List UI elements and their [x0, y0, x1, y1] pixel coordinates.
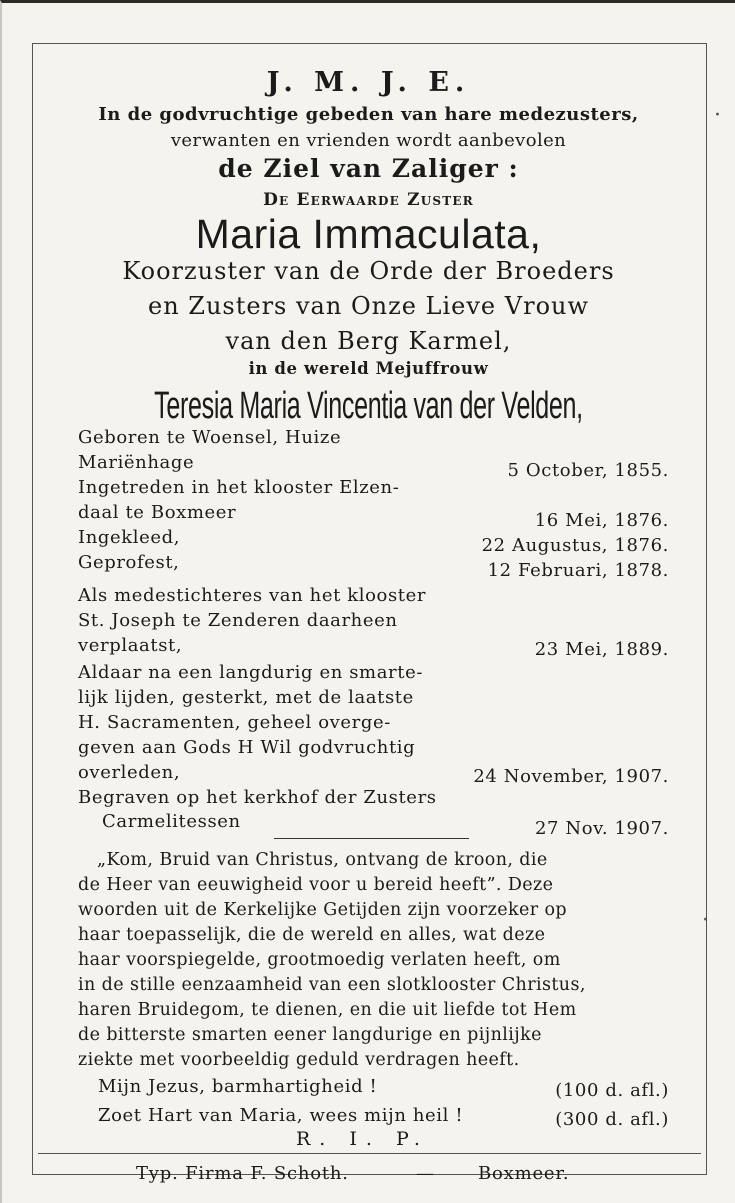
- rip: R. I. P.: [296, 1128, 429, 1150]
- order-line-2: en Zusters van Onze Lieve Vrouw: [147, 292, 590, 320]
- bio-line: verplaatst,: [78, 635, 183, 656]
- prayer-1-indulgence: (100 d. afl.): [555, 1080, 669, 1101]
- birth-name: Teresia Maria Vincentia van der Velden,: [154, 385, 583, 427]
- quote-line: de bitterste smarten eener langdurige en pijnlijke: [78, 1025, 542, 1045]
- quote-line: haar voorspiegelde, grootmoedig verlaten heeft, om: [78, 950, 561, 970]
- bio-line: lijk lijden, gesterkt, met de laatste: [78, 687, 414, 708]
- quote-line: woorden uit de Kerkelijke Getijden zijn voorzeker op: [78, 900, 568, 920]
- bio-date: 5 October, 1855.: [507, 460, 669, 481]
- quote-line: ziekte met voorbeeldig geduld verdragen heeft.: [78, 1050, 520, 1070]
- bio-line: H. Sacramenten, geheel overge-: [78, 712, 391, 733]
- bio-line: Geprofest,: [78, 552, 180, 573]
- intro-line-2: verwanten en vrienden wordt aanbevolen: [170, 130, 567, 151]
- title-prefix: De Eerwaarde Zuster: [263, 190, 474, 210]
- bio-line: Geboren te Woensel, Huize: [78, 427, 342, 448]
- printer-place: Boxmeer.: [478, 1163, 570, 1184]
- footer-rule: [38, 1153, 701, 1154]
- world-line: in de wereld Mejuffrouw: [248, 359, 489, 378]
- bio-date: 22 Augustus, 1876.: [481, 535, 669, 556]
- prayer-2-indulgence: (300 d. afl.): [555, 1109, 669, 1130]
- order-line-3: van den Berg Karmel,: [225, 327, 512, 355]
- quote-line: de Heer van eeuwigheid voor u bereid heeft”. Deze: [78, 875, 554, 895]
- intro-line-1: In de godvruchtige gebeden van hare medezusters,: [98, 104, 639, 125]
- bio-line: overleden,: [78, 762, 181, 783]
- bio-date: 12 Februari, 1878.: [487, 560, 669, 581]
- bio-line: Begraven op het kerkhof der Zusters: [78, 787, 437, 808]
- printer-dash: —: [416, 1163, 434, 1184]
- bio-date: 16 Mei, 1876.: [534, 510, 669, 531]
- bio-date: 27 Nov. 1907.: [534, 818, 669, 839]
- divider: [274, 838, 469, 839]
- religious-name: Maria Immaculata,: [195, 211, 542, 257]
- bio-line: St. Joseph te Zenderen daarheen: [78, 610, 398, 631]
- bio-line: Aldaar na een langdurig en smarte-: [78, 662, 424, 683]
- printer-name: Typ. Firma F. Schoth.: [136, 1163, 349, 1184]
- order-line-1: Koorzuster van de Orde der Broeders: [122, 257, 615, 285]
- bio-date: 23 Mei, 1889.: [534, 639, 669, 660]
- quote-line: haren Bruidegom, te dienen, en die uit liefde tot Hem: [78, 1000, 577, 1020]
- prayer-2: Zoet Hart van Maria, wees mijn heil !: [98, 1105, 464, 1126]
- bio-date: 24 November, 1907.: [473, 766, 669, 787]
- margin-mark: ·: [714, 103, 721, 128]
- prayer-1: Mijn Jezus, barmhartigheid !: [98, 1076, 378, 1097]
- bio-line: Als medestichteres van het klooster: [78, 585, 427, 606]
- quote-line: haar toepasselijk, die de wereld en alles, wat deze: [78, 925, 546, 945]
- bio-line: Carmelitessen: [102, 811, 241, 832]
- quote-line: „Kom, Bruid van Christus, ontvang de kroon, die: [97, 850, 548, 870]
- bio-line: Ingetreden in het klooster Elzen-: [78, 477, 400, 498]
- ziel-heading: de Ziel van Zaliger :: [218, 154, 519, 183]
- bio-line: daal te Boxmeer: [78, 502, 237, 523]
- margin-mark: ·: [702, 908, 709, 933]
- quote-line: in de stille eenzaamheid van een slotklooster Christus,: [78, 975, 586, 995]
- bio-line: Ingekleed,: [78, 527, 181, 548]
- header-initials: J. M. J. E.: [266, 67, 471, 98]
- bio-line: Mariënhage: [78, 452, 195, 473]
- bio-line: geven aan Gods H Wil godvruchtig: [78, 737, 416, 758]
